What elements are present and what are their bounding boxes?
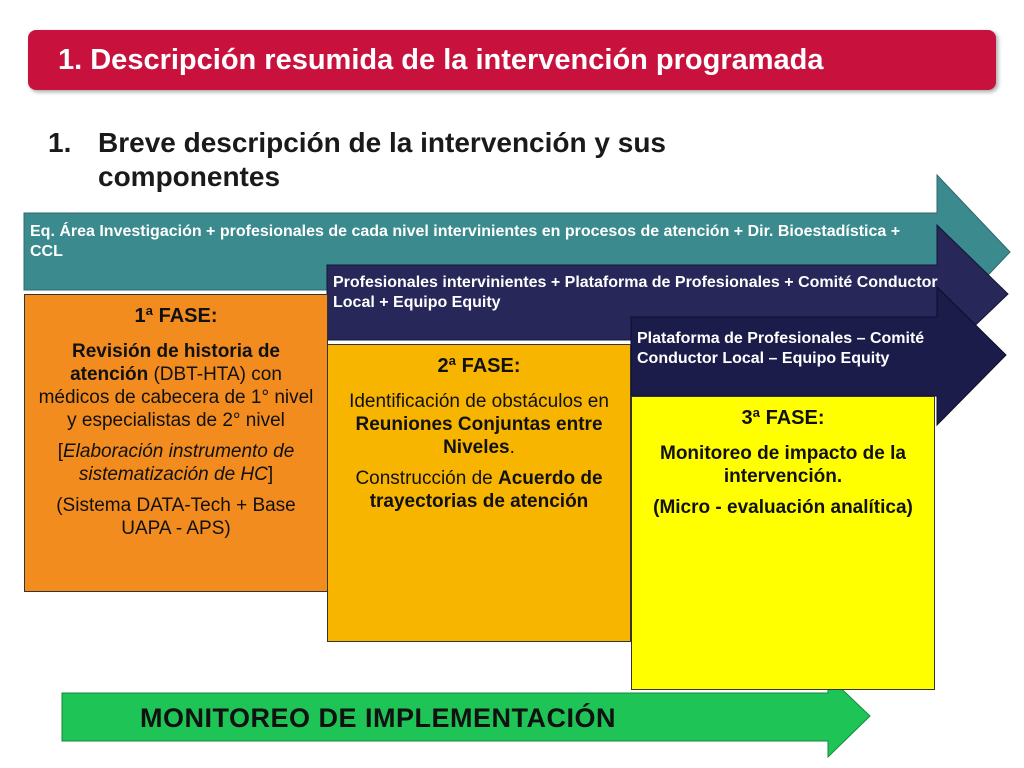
phase-1-box <box>24 294 328 592</box>
phase-2-obstacles-text: Identificación de obstáculos en <box>349 391 609 412</box>
phase-1-highlight: Revisión de historia de atención <box>70 341 280 385</box>
period: . <box>509 437 515 458</box>
phase-2-agreement <box>338 467 620 513</box>
phase-3-evaluation: (Micro - evaluación analítica) <box>653 497 913 518</box>
section-title: Breve descripción de la intervención y sus componentes <box>98 127 666 192</box>
phase-1-instrument-text: Elaboración instrumento de sistematización de HC <box>62 441 295 485</box>
phase-1-system: (Sistema DATA-Tech + Base UAPA - APS) <box>56 495 296 539</box>
phase-2-agreement-bold: Acuerdo de trayectorias de atención <box>369 468 603 512</box>
arrow-team-3-label: Plataforma de Profesionales – Comité Conductor Local – Equipo Equity <box>637 330 925 367</box>
arrow-team-2-label: Profesionales intervinientes + Plataforma de Profesionales + Comité Conductor Local + Equipo Equity <box>333 274 938 311</box>
phase-1-description <box>33 340 319 432</box>
footer-arrow-label: MONITOREO DE IMPLEMENTACIÓN <box>140 703 617 733</box>
bracket-open: [ <box>57 441 63 462</box>
phase-2-heading: 2ª FASE: <box>437 355 521 377</box>
phase-2-meetings: Reuniones Conjuntas entre Niveles <box>355 414 603 458</box>
phase-2-agreement-text: Construcción de <box>355 468 499 489</box>
phase-2-obstacles <box>338 390 620 459</box>
slide-title: 1. Descripción resumida de la intervención programada <box>58 44 824 76</box>
section-number: 1. <box>48 127 72 158</box>
phase-3-monitoring: Monitoreo de impacto de la intervención. <box>660 443 906 487</box>
bracket-close: ] <box>267 464 274 485</box>
phase-3-heading: 3ª FASE: <box>741 407 825 429</box>
phase-2-box <box>327 344 631 642</box>
phase-1-detail: (DBT-HTA) con médicos de cabecera de 1° nivel y especialistas de 2° nivel <box>38 364 314 431</box>
phase-1-instrument <box>33 440 319 486</box>
phase-1-heading: 1ª FASE: <box>134 305 218 327</box>
phase-3-box <box>631 396 935 690</box>
arrow-team-1-label: Eq. Área Investigación + profesionales de cada nivel intervinientes en procesos de atención + Dir. Bioestadística + CCL <box>30 223 901 260</box>
